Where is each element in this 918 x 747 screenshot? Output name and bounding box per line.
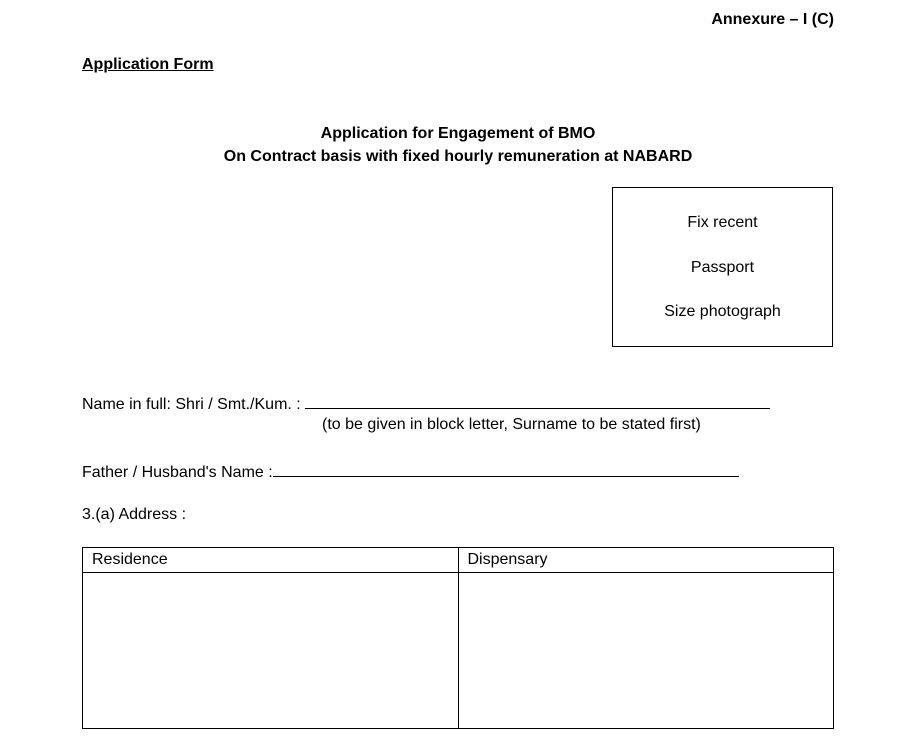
photo-instruction-line-3: Size photograph <box>664 303 781 320</box>
annexure-label: Annexure – I (C) <box>711 11 834 28</box>
father-field-row <box>82 462 739 482</box>
address-label: 3.(a) Address : <box>82 506 187 523</box>
residence-address-cell[interactable] <box>83 573 459 729</box>
name-label: Name in full: Shri / Smt./Kum. : <box>82 396 301 413</box>
address-table <box>82 547 834 729</box>
dispensary-address-cell[interactable] <box>458 573 834 729</box>
form-heading: Application Form <box>82 56 214 73</box>
father-input-line[interactable] <box>273 462 739 477</box>
form-title <box>0 122 916 168</box>
name-hint: (to be given in block letter, Surname to be stated first) <box>322 416 701 433</box>
title-line-1: Application for Engagement of BMO <box>320 125 596 142</box>
address-table-header-row <box>83 548 834 573</box>
title-line-2: On Contract basis with fixed hourly remuneration at NABARD <box>223 148 693 165</box>
photo-instruction-line-1: Fix recent <box>687 214 758 231</box>
photo-box[interactable] <box>612 187 833 347</box>
address-table-row <box>83 573 834 729</box>
residence-header: Residence <box>83 548 459 573</box>
name-field-row <box>82 394 770 414</box>
father-label: Father / Husband's Name : <box>82 464 273 481</box>
name-input-line[interactable] <box>305 394 770 409</box>
photo-instruction-line-2: Passport <box>690 259 755 276</box>
dispensary-header: Dispensary <box>458 548 834 573</box>
